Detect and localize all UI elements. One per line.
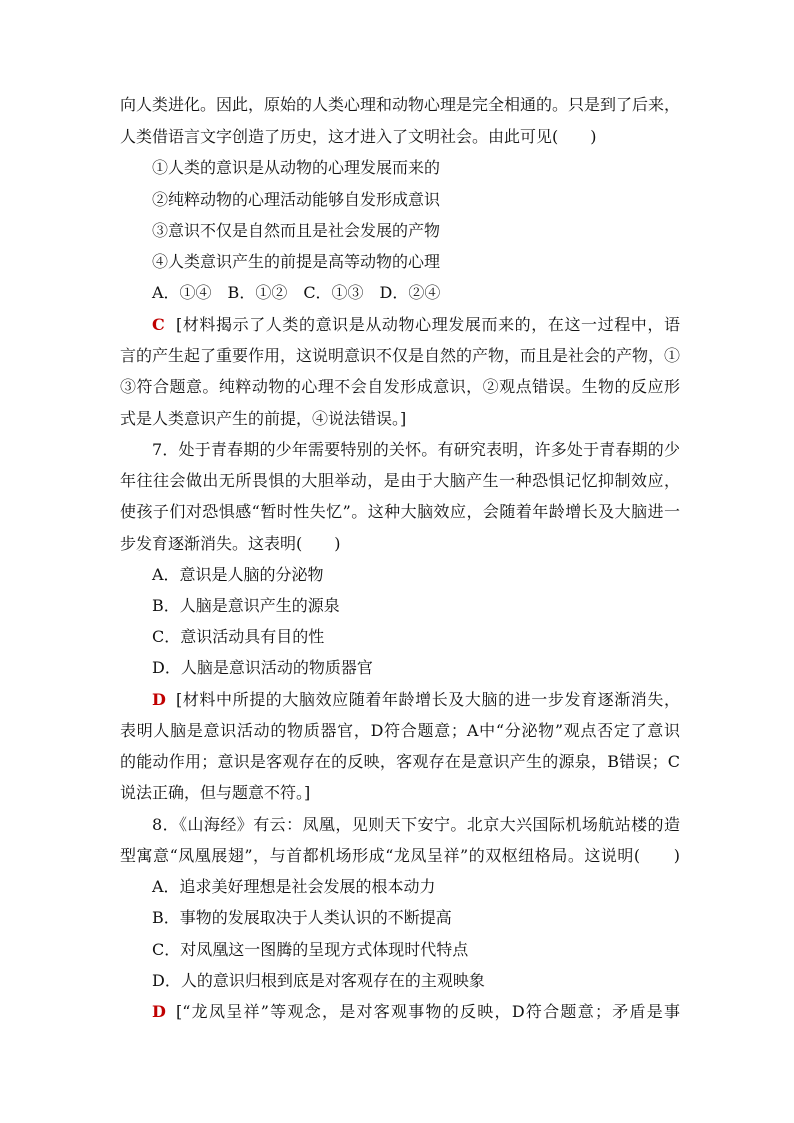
q8-stem-line-2: 型寓意“凤凰展翅”，与首都机场形成“龙凤呈祥”的双枢纽格局。这说明( ): [120, 846, 680, 865]
q8-answer-line: [152, 999, 680, 1025]
q6-item-2: ②纯粹动物的心理活动能够自发形成意识: [152, 190, 441, 209]
q6-answer-line: [152, 312, 680, 338]
q8-option-d: D．人的意识归根到底是对客观存在的主观映象: [152, 971, 485, 990]
q7-stem-line-4: 步发育逐渐消失。这表明( ): [120, 534, 341, 553]
q7-option-a: A．意识是人脑的分泌物: [152, 565, 324, 584]
q7-answer-letter: D: [152, 690, 166, 709]
q6-explanation-line-3: ③符合题意。纯粹动物的心理不会自发形成意识，②观点错误。生物的反应形: [120, 377, 680, 396]
q7-answer-line: [152, 687, 680, 713]
q7-stem-line-3: 使孩子们对恐惧感“暂时性失忆”。这种大脑效应，会随着年龄增长及大脑进一: [120, 502, 680, 521]
q8-answer-letter: D: [152, 1002, 166, 1021]
q6-explanation-line-2: 言的产生起了重要作用，这说明意识不仅是自然的产物，而且是社会的产物，①: [120, 346, 681, 365]
q7-explanation-line-4: 说法正确，但与题意不符。]: [120, 783, 311, 802]
q7-explanation-line-1: [材料中所提的大脑效应随着年龄增长及大脑的进一步发育逐渐消失，: [176, 690, 680, 709]
q8-option-b: B．事物的发展取决于人类认识的不断提高: [152, 908, 452, 927]
q7-stem-line-2: 年往往会做出无所畏惧的大胆举动，是由于大脑产生一种恐惧记忆抑制效应，: [120, 471, 680, 490]
q8-option-c: C．对凤凰这一图腾的呈现方式体现时代特点: [152, 940, 469, 959]
q6-item-3: ③意识不仅是自然而且是社会发展的产物: [152, 221, 441, 240]
q7-option-c: C．意识活动具有目的性: [152, 627, 325, 646]
q6-stem-line-1: 向人类进化。因此，原始的人类心理和动物心理是完全相通的。只是到了后来，: [120, 95, 681, 114]
q6-answer-letter: C: [152, 315, 165, 334]
q6-item-1: ①人类的意识是从动物的心理发展而来的: [152, 158, 441, 177]
q7-option-b: B．人脑是意识产生的源泉: [152, 596, 340, 615]
q8-option-a: A．追求美好理想是社会发展的根本动力: [152, 877, 436, 896]
q6-item-4: ④人类意识产生的前提是高等动物的心理: [152, 252, 441, 271]
q8-explanation-line-1: [“龙凤呈祥”等观念，是对客观事物的反映，D符合题意；矛盾是事: [176, 1002, 680, 1021]
q6-choices: A．①④ B．①② C．①③ D．②④: [152, 283, 441, 302]
q7-option-d: D．人脑是意识活动的物质器官: [152, 658, 373, 677]
q6-explanation-line-1: [材料揭示了人类的意识是从动物心理发展而来的，在这一过程中，语: [176, 315, 680, 334]
q7-explanation-line-2: 表明人脑是意识活动的物质器官，D符合题意；A中“分泌物”观点否定了意识: [120, 721, 680, 740]
q6-stem-line-2: 人类借语言文字创造了历史，这才进入了文明社会。由此可见( ): [120, 127, 597, 146]
q8-stem-line-1: 8．《山海经》有云：凤凰，见则天下安宁。北京大兴国际机场航站楼的造: [152, 815, 680, 834]
q7-stem-line-1: 7．处于青春期的少年需要特别的关怀。有研究表明，许多处于青春期的少: [152, 440, 680, 459]
q7-explanation-line-3: 的能动作用；意识是客观存在的反映，客观存在是意识产生的源泉，B错误；C: [120, 752, 680, 771]
q6-explanation-line-4: 式是人类意识产生的前提，④说法错误。]: [120, 409, 407, 428]
